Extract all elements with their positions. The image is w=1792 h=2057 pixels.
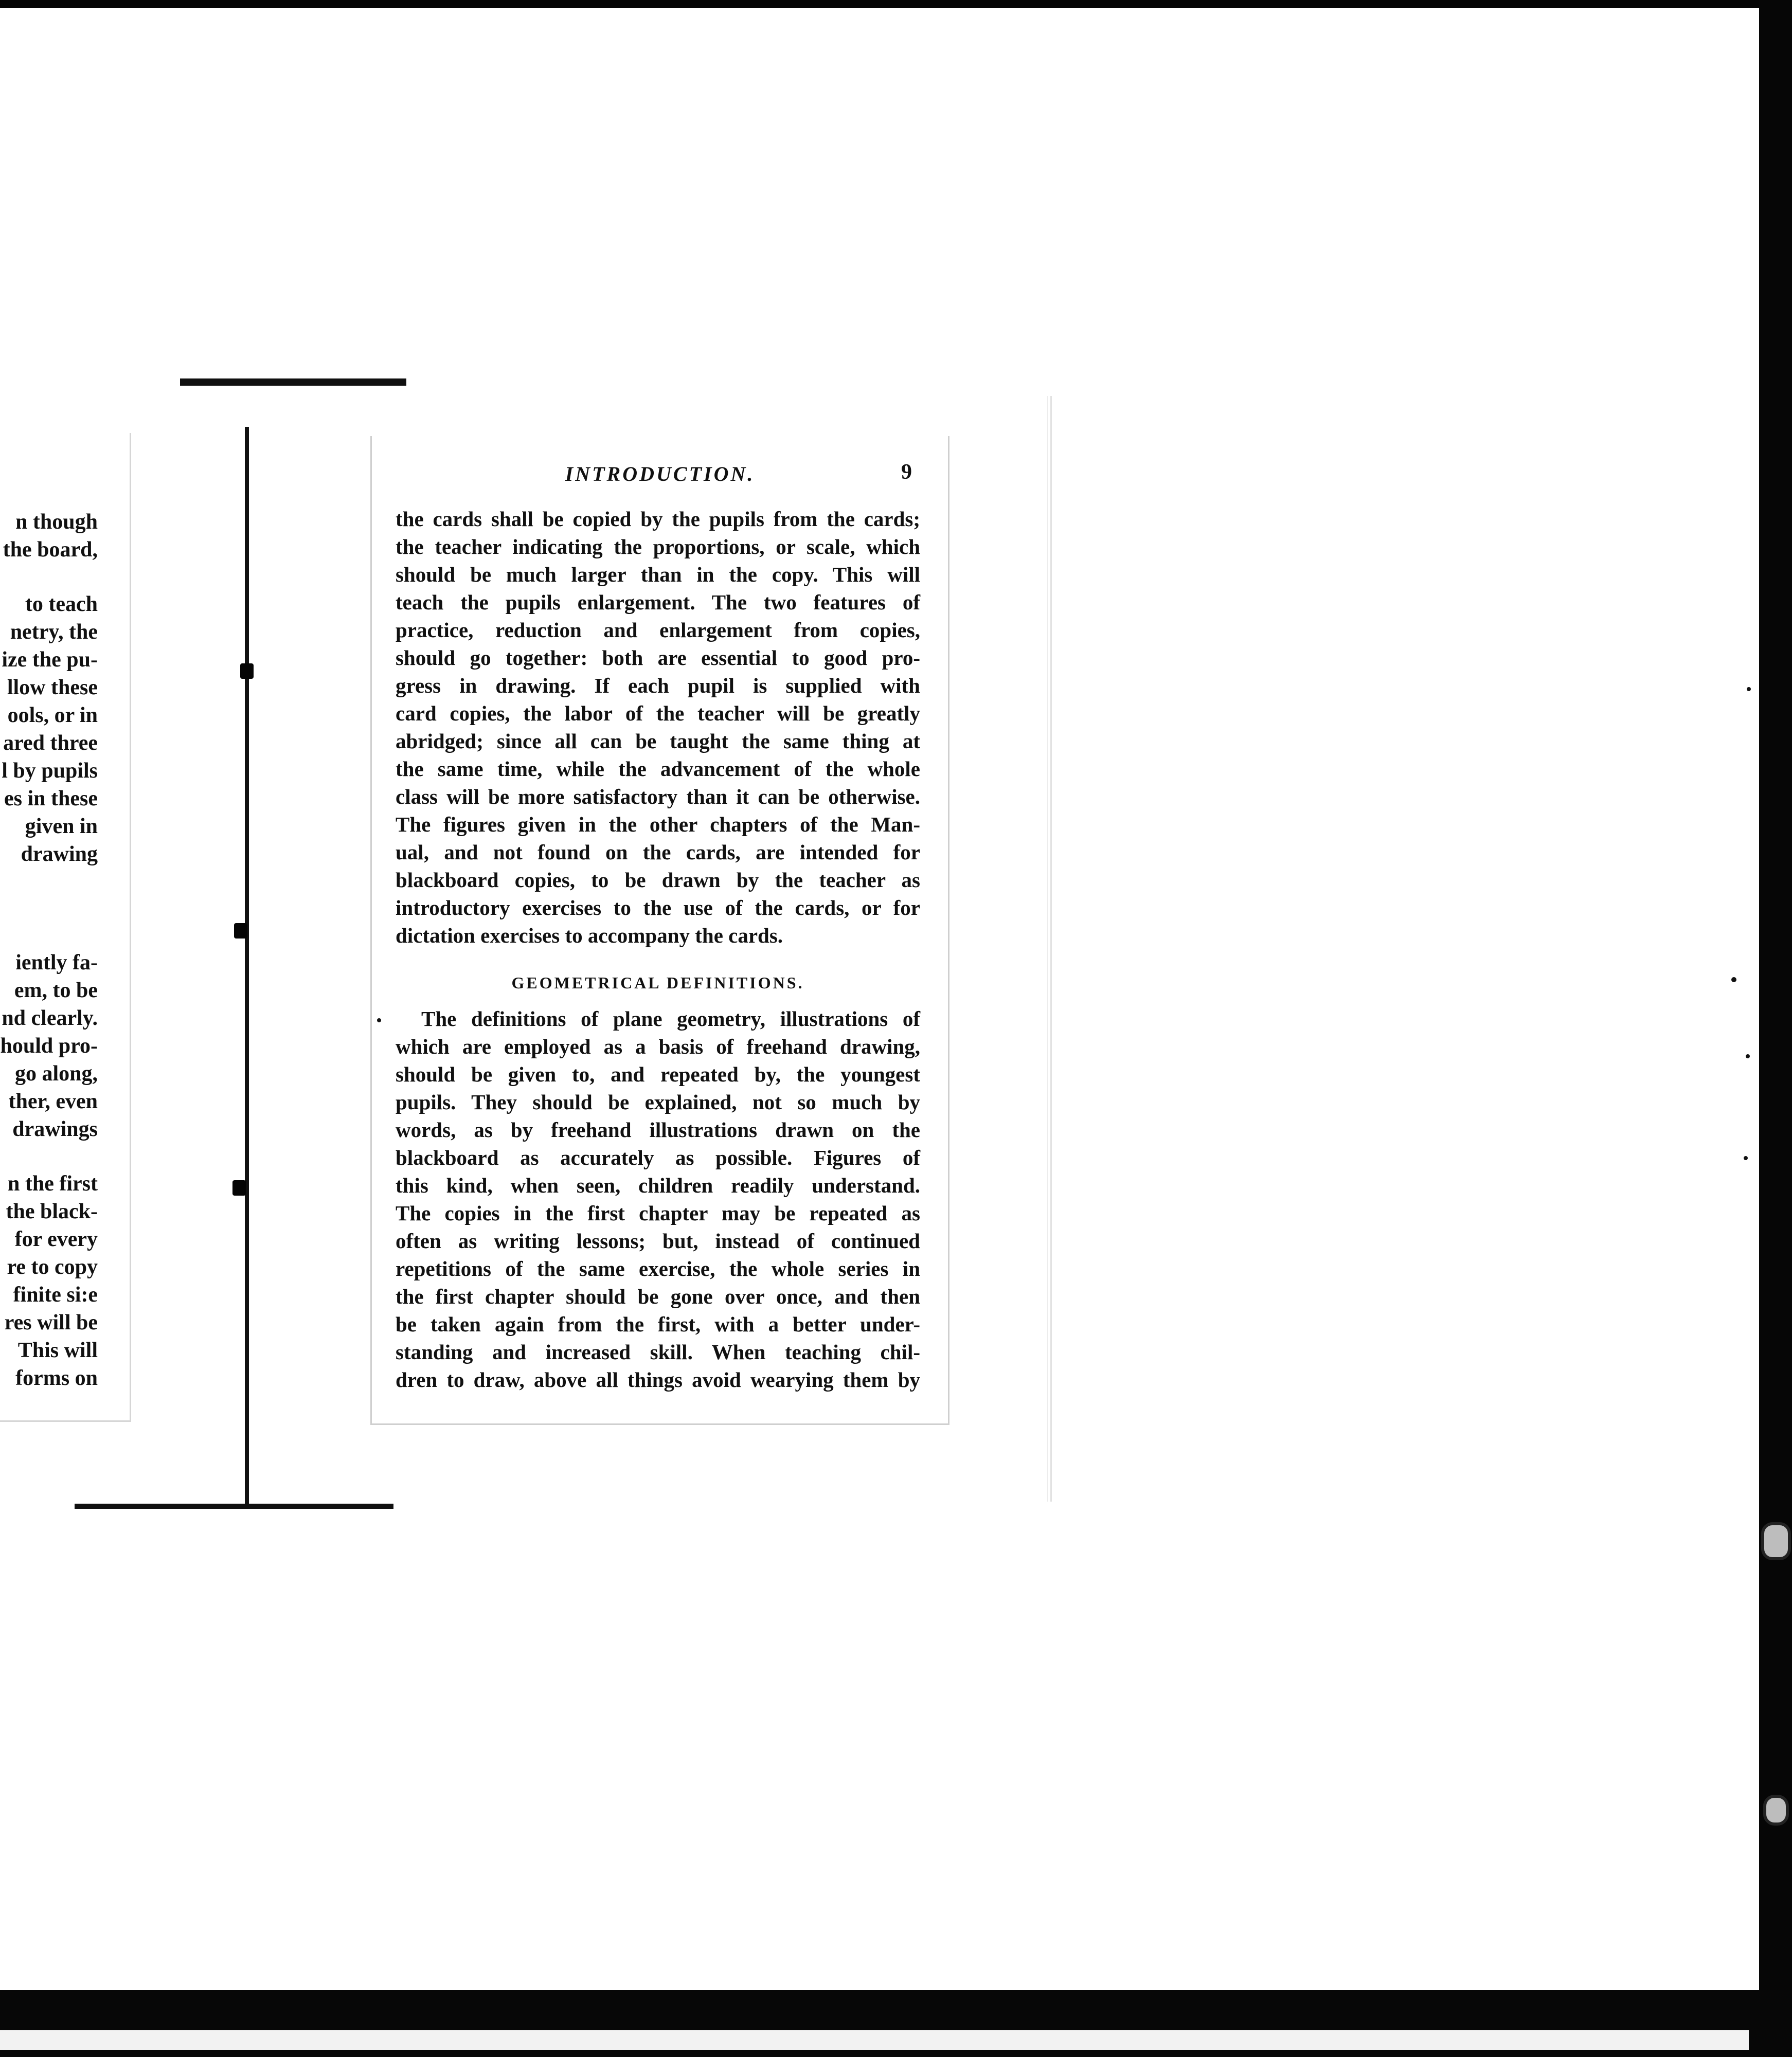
text-line: should be given to, and repeated by, the youngest: [396, 1062, 920, 1086]
text-line: words, as by freehand illustrations drawn on the: [396, 1118, 920, 1142]
left-page-line: hould pro-: [0, 1034, 98, 1058]
left-page-line: netry, the: [10, 620, 98, 644]
text-line: teach the pupils enlargement. The two features of: [396, 590, 920, 614]
scan-speck: [1747, 687, 1751, 691]
left-page-line: go along,: [14, 1062, 98, 1086]
left-page-line: es in these: [4, 787, 98, 810]
left-page-line: finite si:e: [13, 1283, 98, 1307]
scan-speck: [1744, 1156, 1748, 1160]
text-line: be taken again from the first, with a better under-: [396, 1312, 920, 1336]
text-line: The figures given in the other chapters of the Man-: [396, 813, 920, 836]
text-line: the same time, while the advancement of the whole: [396, 757, 920, 781]
right-page-edge: [1014, 396, 1052, 1502]
text-line: The copies in the first chapter may be repeated as: [396, 1201, 920, 1225]
page-number: 9: [901, 460, 912, 484]
text-line: the cards shall be copied by the pupils from the cards;: [396, 507, 920, 531]
binding-top-bar: [180, 378, 406, 386]
left-page-line: for every: [14, 1228, 98, 1251]
text-line: which are employed as a basis of freehand drawing,: [396, 1035, 920, 1058]
text-line: this kind, when seen, children readily understand.: [396, 1174, 920, 1197]
text-line: the first chapter should be gone over once, and then: [396, 1285, 920, 1308]
left-page-line: forms on: [15, 1366, 98, 1390]
left-page-line: iently fa-: [15, 951, 98, 975]
left-page-line: nd clearly.: [2, 1006, 98, 1030]
margin-dot: [377, 1018, 381, 1022]
left-page-line: ize the pu-: [2, 648, 98, 672]
text-line: standing and increased skill. When teaching chil-: [396, 1340, 920, 1364]
left-page-line: ther, even: [8, 1090, 98, 1113]
right-page-edge-inner: [1047, 396, 1051, 1502]
scan-edge-top: [0, 0, 1792, 8]
text-line: repetitions of the same exercise, the whole series in: [396, 1257, 920, 1280]
text-line: The definitions of plane geometry, illustrations of: [421, 1007, 920, 1031]
text-line: introductory exercises to the use of the cards, or for: [396, 896, 920, 919]
left-page-fragment: [0, 433, 131, 1422]
running-head: [403, 462, 917, 493]
text-line: often as writing lessons; but, instead of continued: [396, 1229, 920, 1253]
text-line: ual, and not found on the cards, are intended for: [396, 840, 920, 864]
clip-icon: [1761, 1522, 1791, 1560]
left-page-line: llow these: [7, 676, 98, 699]
text-line: class will be more satisfactory than it can be otherwise.: [396, 785, 920, 808]
binding-mark: [232, 1180, 246, 1196]
left-page-line: n the first: [8, 1172, 98, 1196]
left-page-line: the black-: [6, 1200, 98, 1223]
text-line: card copies, the labor of the teacher will be greatly: [396, 701, 920, 725]
binding-spine-line: [245, 427, 249, 1506]
scan-speck: [1746, 1054, 1750, 1058]
text-line: blackboard as accurately as possible. Figures of: [396, 1146, 920, 1169]
left-page-line: This will: [17, 1339, 98, 1362]
text-line: blackboard copies, to be drawn by the teacher as: [396, 868, 920, 892]
left-page-line: res will be: [4, 1311, 98, 1334]
running-title: INTRODUCTION.: [565, 462, 755, 485]
clip-icon: [1763, 1795, 1789, 1826]
left-page-line: l by pupils: [2, 759, 98, 783]
left-page-line: drawings: [12, 1117, 98, 1141]
scan-edge-strip: [0, 2030, 1749, 2050]
scan-speck: [1731, 977, 1736, 982]
left-page-line: ared three: [3, 731, 98, 755]
text-line: the teacher indicating the proportions, or scale, which: [396, 535, 920, 558]
scan-edge-right: [1759, 0, 1792, 2057]
text-line: dren to draw, above all things avoid wearying them by: [396, 1368, 920, 1392]
left-page-line: ools, or in: [7, 703, 98, 727]
binding-mark: [234, 923, 247, 939]
left-page-line: given in: [25, 815, 98, 838]
left-page-line: n though: [15, 510, 98, 534]
text-line: dictation exercises to accompany the cards.: [396, 924, 783, 947]
text-line: should be much larger than in the copy. This will: [396, 563, 920, 586]
text-line: abridged; since all can be taught the same thing at: [396, 729, 920, 753]
left-page-line: the board,: [3, 538, 98, 562]
left-page-line: to teach: [25, 592, 98, 616]
binding-bottom-bar: [75, 1504, 393, 1509]
left-page-line: re to copy: [7, 1255, 98, 1279]
left-page-line: drawing: [21, 842, 98, 866]
left-page-line: em, to be: [14, 979, 98, 1002]
binding-mark: [240, 663, 254, 679]
text-line: pupils. They should be explained, not so much by: [396, 1090, 920, 1114]
section-heading: GEOMETRICAL DEFINITIONS.: [511, 973, 804, 992]
scan-edge-bottom: [0, 1990, 1792, 2057]
text-line: practice, reduction and enlargement from copies,: [396, 618, 920, 642]
book-page: [370, 436, 949, 1425]
text-line: should go together: both are essential to good pro-: [396, 646, 920, 670]
text-line: gress in drawing. If each pupil is supplied with: [396, 674, 920, 697]
